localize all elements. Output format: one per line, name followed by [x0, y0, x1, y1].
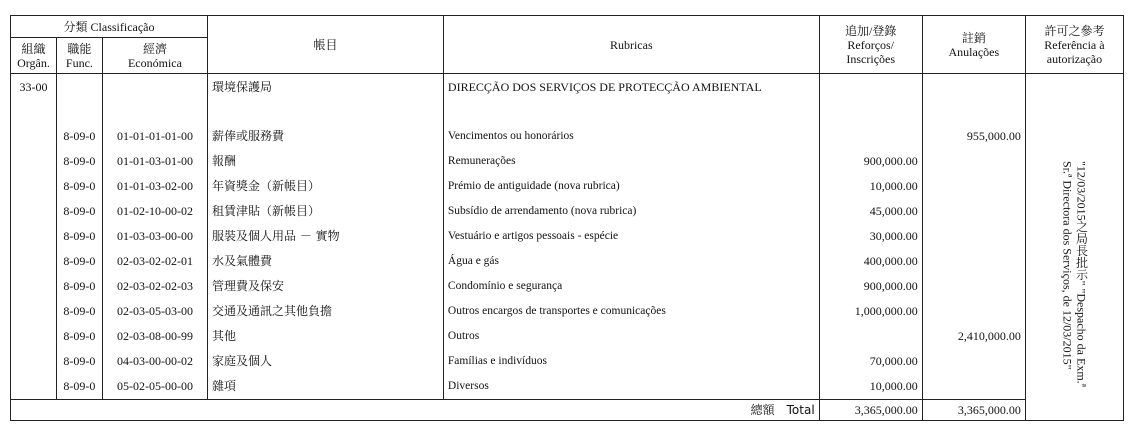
org-header: 組織 Orgân. — [11, 38, 57, 74]
total-reforcos: 3,365,000.00 — [819, 400, 922, 421]
table-row: 8-09-0 01-03-03-00-00 服裝及個人用品 － 實物 Vestuário e artigos pessoais - espécie 30,000.00 — [11, 224, 1124, 249]
table-row: 8-09-0 04-03-00-00-02 家庭及個人 Famílias e indivíduos 70,000.00 — [11, 349, 1124, 374]
total-anulacoes: 3,365,000.00 — [922, 400, 1025, 421]
func-header: 職能 Func. — [56, 38, 102, 74]
total-row — [11, 400, 1124, 421]
eco-header: 經濟 Económica — [102, 38, 207, 74]
account-header: 帳目 — [208, 16, 444, 74]
authorization-text: "12/03/2015之局長批示" "Despacho da Exm.ª Sr.ª Directora dos Serviços, de 12/03/2015" — [1060, 160, 1089, 387]
table-row: 8-09-0 01-01-03-02-00 年資獎金（新帳目） Prémio de antiguidade (nova rubrica) 10,000.00 — [11, 174, 1124, 199]
total-label: 總額 Total — [11, 400, 820, 421]
classification-header: 分類 Classificação — [11, 16, 208, 38]
anulacoes-header: 註銷 Anulações — [922, 16, 1025, 74]
table-row: 8-09-0 01-01-01-01-00 薪俸或服務費 Vencimentos ou honorários 955,000.00 — [11, 124, 1124, 149]
agency-row — [11, 74, 1124, 101]
authorization-cell — [1025, 74, 1123, 400]
table-row: 8-09-0 02-03-05-03-00 交通及通訊之其他負擔 Outros encargos de transportes e comunicações 1,000,000.00 — [11, 299, 1124, 324]
reforcos-header: 追加/登錄 Reforços/ Inscrições — [819, 16, 922, 74]
table-row: 8-09-0 05-02-05-00-00 雜項 Diversos 10,000.00 — [11, 374, 1124, 400]
agency-org-code: 33-00 — [11, 74, 57, 101]
agency-name-pt: DIRECÇÃO DOS SERVIÇOS DE PROTECÇÃO AMBIENTAL — [443, 74, 819, 101]
table-row: 8-09-0 02-03-02-02-01 水及氣體費 Água e gás 400,000.00 — [11, 249, 1124, 274]
rubricas-header: Rubricas — [443, 16, 819, 74]
table-row: 8-09-0 02-03-08-00-99 其他 Outros 2,410,000.00 — [11, 324, 1124, 349]
table-row: 8-09-0 01-01-03-01-00 報酬 Remunerações 900,000.00 — [11, 149, 1124, 174]
budget-table — [10, 15, 1124, 421]
table-row: 8-09-0 02-03-02-02-03 管理費及保安 Condomínio e segurança 900,000.00 — [11, 274, 1124, 299]
agency-name-zh: 環境保護局 — [208, 74, 444, 101]
autorizacao-header: 許可之參考 Referência à autorização — [1025, 16, 1123, 74]
table-row: 8-09-0 01-02-10-00-02 租賃津貼（新帳目） Subsídio de arrendamento (nova rubrica) 45,000.00 — [11, 199, 1124, 224]
